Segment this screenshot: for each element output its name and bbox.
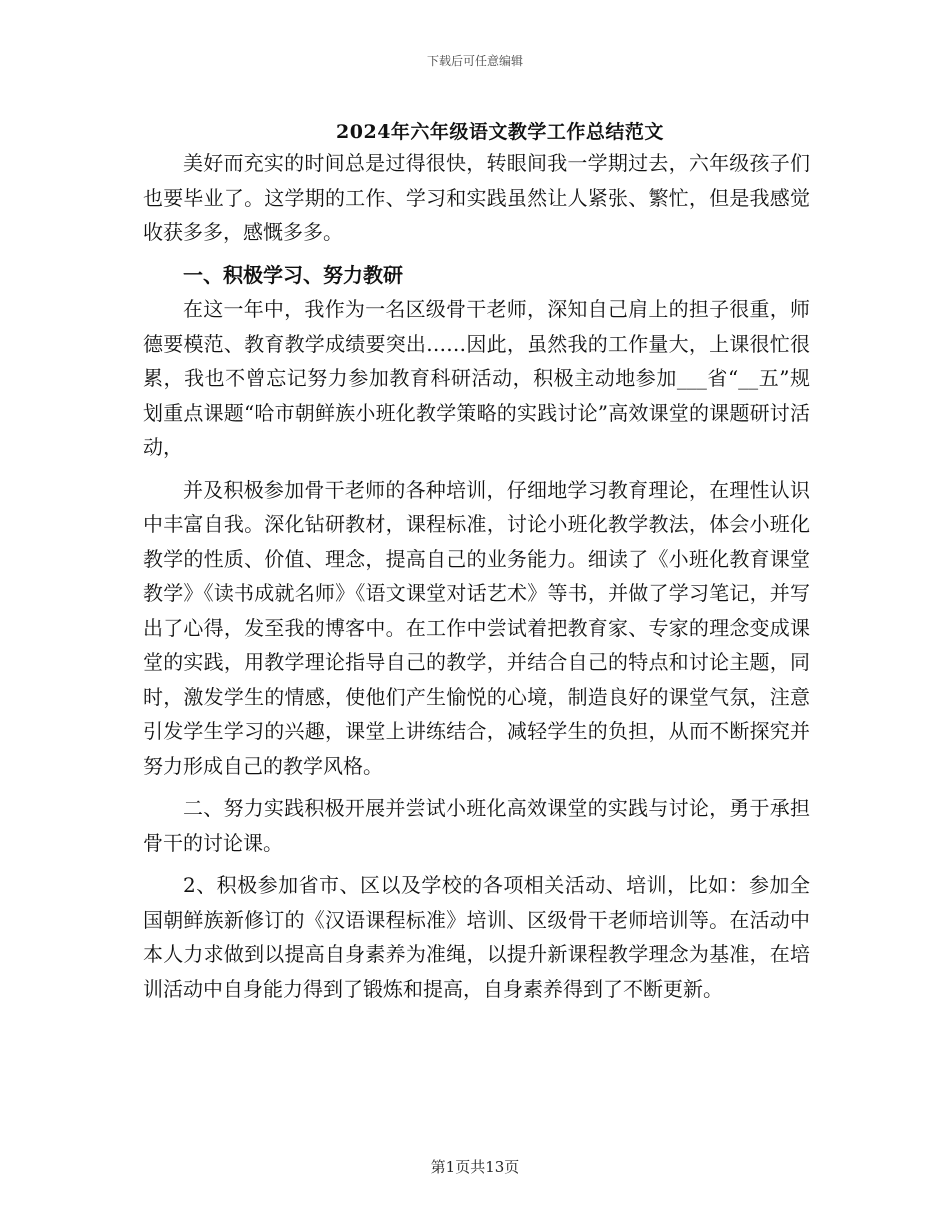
page-number: 第1页共13页 xyxy=(430,1158,520,1176)
paragraph-intro: 美好而充实的时间总是过得很快，转眼间我一学期过去，六年级孩子们也要毕业了。这学期的工作、学习和实践虽然让人紧张、繁忙，但是我感觉收获多多，感慨多多。 xyxy=(143,151,810,244)
paragraph-activities: 2、积极参加省市、区以及学校的各项相关活动、培训，比如：参加全国朝鲜族新修订的《汉语课程标准》培训、区级骨干老师培训等。在活动中本人力求做到以提高自身素养为准绳，以提升新课程教学理念为基准，在培训活动中自身能力得到了锻炼和提高，自身素养得到了不断更新。 xyxy=(143,873,810,1001)
section-heading-1: 一、积极学习、努力教研 xyxy=(183,262,403,287)
paragraph-training: 并及积极参加骨干老师的各种培训，仔细地学习教育理论，在理性认识中丰富自我。深化钻研教材，课程标准，讨论小班化教学教法，体会小班化教学的性质、价值、理念，提高自己的业务能力。细读了《小班化教育课堂教学》《读书成就名师》《语文课堂对话艺术》等书，并做了学习笔记，并写出了心得，发至我的博客中。在工作中尝试着把教育家、专家的理念变成课堂的实践，用教学理论指导自己的教学，并结合自己的特点和讨论主题，同时，激发学生的情感，使他们产生愉悦的心境，制造良好的课堂气氛，注意引发学生学习的兴趣，课堂上讲练结合，减轻学生的负担，从而不断探究并努力形成自己的教学风格。 xyxy=(143,477,810,778)
header-note: 下载后可任意编辑 xyxy=(426,54,523,68)
document-body xyxy=(143,146,810,1006)
paragraph-section-2: 二、努力实践积极开展并尝试小班化高效课堂的实践与讨论，勇于承担骨干的讨论课。 xyxy=(143,796,810,855)
paragraph-research: 在这一年中，我作为一名区级骨干老师，深知自己肩上的担子很重，师德要模范、教育教学成绩要突出……因此，虽然我的工作量大，上课很忙很累，我也不曾忘记努力参加教育科研活动，积极主动地参加___省“__五”规划重点课题“哈市朝鲜族小班化教学策略的实践讨论”高效课堂的课题研讨活动， xyxy=(143,297,810,459)
document-title: 2024年六年级语文教学工作总结范文 xyxy=(336,121,664,143)
